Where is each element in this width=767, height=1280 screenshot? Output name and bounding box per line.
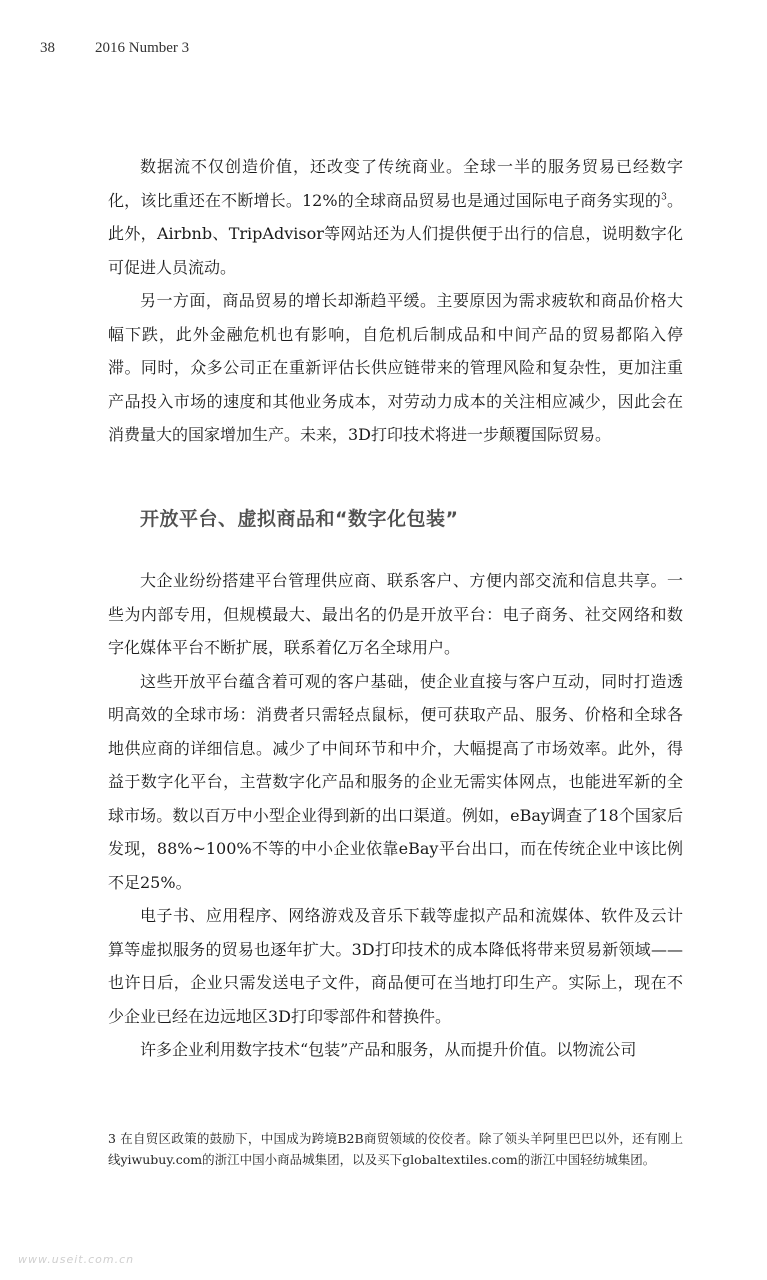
paragraph-text: 数据流不仅创造价值，还改变了传统商业。全球一半的服务贸易已经数字化，该比重还在不断增长。12%的全球商品贸易也是通过国际电子商务实现的 (108, 157, 683, 210)
section-platforms (108, 564, 683, 1067)
page-header (40, 40, 189, 57)
paragraph: 大企业纷纷搭建平台管理供应商、联系客户、方便内部交流和信息共享。一些为内部专用，但规模最大、最出名的仍是开放平台：电子商务、社交网络和数字化媒体平台不断扩展，联系着亿万名全球用户。 (108, 571, 683, 657)
section-heading: 开放平台、虚拟商品和“数字化包装” (140, 508, 459, 530)
paragraph (108, 150, 683, 284)
paragraph-text: 。此外，Airbnb、TripAdvisor等网站还为人们提供便于出行的信息，说明数字化可促进人员流动。 (108, 190, 683, 277)
paragraph: 电子书、应用程序、网络游戏及音乐下载等虚拟产品和流媒体、软件及云计算等虚拟服务的贸易也逐年扩大。3D打印技术的成本降低将带来贸易新领域——也许日后，企业只需发送电子文件，商品便可在当地打印生产。实际上，现在不少企业已经在边远地区3D打印零部件和替换件。 (108, 906, 683, 1026)
watermark: www.useit.com.cn (18, 1253, 135, 1266)
paragraph: 许多企业利用数字技术“包装”产品和服务，从而提升价值。以物流公司 (140, 1040, 637, 1059)
footnote: 3 在自贸区政策的鼓励下，中国成为跨境B2B商贸领域的佼佼者。除了领头羊阿里巴巴以外，还有刚上线yiwubuy.com的浙江中国小商品城集团，以及买下globaltextiles.com的浙江中国轻纺城集团。 (108, 1131, 683, 1167)
paragraph: 另一方面，商品贸易的增长却渐趋平缓。主要原因为需求疲软和商品价格大幅下跌，此外金融危机也有影响，自危机后制成品和中间产品的贸易都陷入停滞。同时，众多公司正在重新评估长供应链带来的管理风险和复杂性，更加注重产品投入市场的速度和其他业务成本，对劳动力成本的关注相应减少，因此会在消费量大的国家增加生产。未来，3D打印技术将进一步颠覆国际贸易。 (108, 291, 683, 444)
footnote-reference: 3 (661, 192, 667, 203)
section-intro (108, 150, 683, 452)
page-number: 38 (40, 40, 55, 56)
issue-label: 2016 Number 3 (95, 40, 190, 56)
paragraph: 这些开放平台蕴含着可观的客户基础，使企业直接与客户互动，同时打造透明高效的全球市场：消费者只需轻点鼠标，便可获取产品、服务、价格和全球各地供应商的详细信息。减少了中间环节和中介，大幅提高了市场效率。此外，得益于数字化平台，主营数字化产品和服务的企业无需实体网点，也能进军新的全球市场。数以百万中小型企业得到新的出口渠道。例如，eBay调查了18个国家后发现，88%~100%不等的中小企业依靠eBay平台出口，而在传统企业中该比例不足25%。 (108, 671, 683, 892)
